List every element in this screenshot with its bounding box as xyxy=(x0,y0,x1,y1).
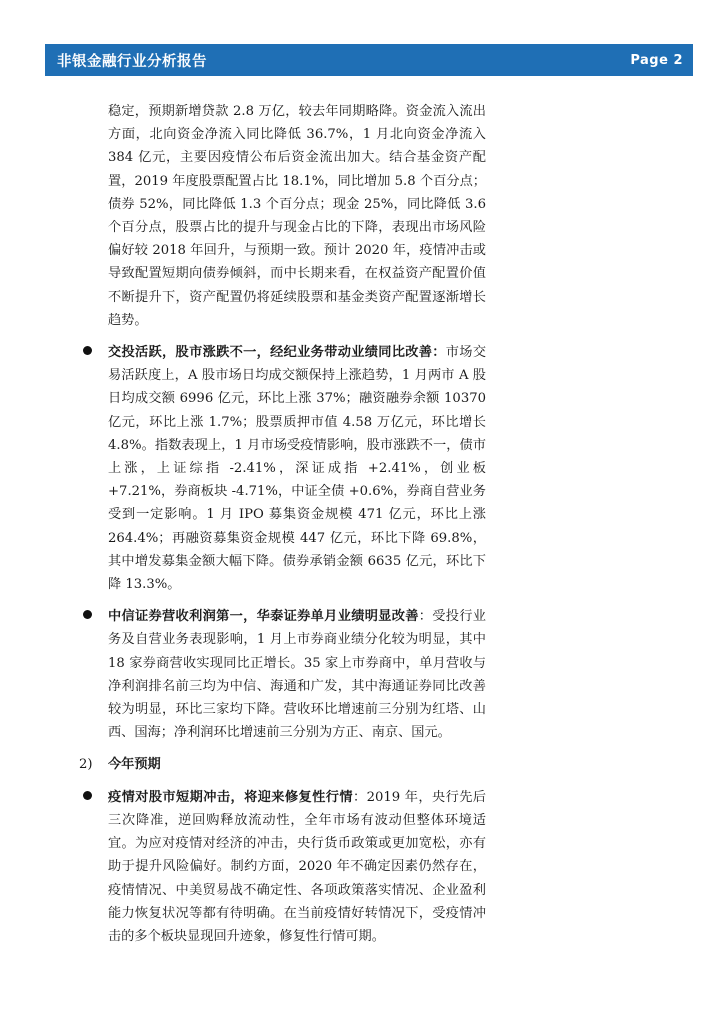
bullet-title: 交投活跃，股市涨跌不一，经纪业务带动业绩同比改善： xyxy=(108,345,446,361)
section-number: 2) xyxy=(79,757,93,773)
bullet-body: 市场交易活跃度上，A 股市场日均成交额保持上涨趋势，1 月两市 A 股日均成交额 6996 亿元，环比上涨 37%；融资融券余额 10370 亿元，环比上涨 1.7%；股票质押市值 4.58 万亿元，环比增长 4.8%。指数表现上，1 月市场受疫情影响，股市涨跌不一，债市上涨，上证综指 -2.41%，深证成指 +2.41%，创业板 +7.21%，券商板块 -4.71%，中证全债 +0.6%，券商自营业务受到一定影响。1 月 IPO 募集资金规模 471 亿元，环比上涨 264.4%；再融资募集资金规模 447 亿元，环比下降 69.8%，其中增发募集金额大幅下降。债券承销金额 6635 亿元，环比下降 13.3%。 xyxy=(108,345,487,593)
section-title: 今年预期 xyxy=(108,757,161,773)
bullet-dot-icon xyxy=(83,346,92,355)
bullet-body: ：2019 年，央行先后三次降准，逆回购释放流动性，全年市场有波动但整体环境适宜。为应对疫情对经济的冲击，央行货币政策或更加宽松，亦有助于提升风险偏好。制约方面，2020 年不确定因素仍然存在，疫情情况、中美贸易战不确定性、各项政策落实情况、企业盈利能力恢复状况等都有待明确。在当前疫情好转情况下，受疫情冲击的多个板块显现回升迹象，修复性行情可期。 xyxy=(108,789,486,944)
bullet-text xyxy=(108,786,486,948)
report-header-bar xyxy=(45,44,693,76)
bullet-title: 疫情对股市短期冲击，将迎来修复性行情 xyxy=(108,789,353,805)
report-body xyxy=(79,100,487,948)
bullet-dot-icon xyxy=(83,791,92,800)
bullet-item-broker-ranking xyxy=(108,605,486,744)
bullet-text xyxy=(108,341,486,596)
bullet-dot-icon xyxy=(83,610,92,619)
section-heading xyxy=(79,753,486,776)
intro-paragraph: 稳定，预期新增贷款 2.8 万亿，较去年同期略降。资金流入流出方面，北向资金净流入同比降低 36.7%，1 月北向资金净流入 384 亿元，主要因疫情公布后资金流出加大。结合基金资产配置，2019 年度股票配置占比 18.1%，同比增加 5.8 个百分点；债券 52%，同比降低 1.3 个百分点；现金 25%，同比降低 3.6 个百分点，股票占比的提升与现金占比的下降，表现出市场风险偏好较 2018 年回升，与预期一致。预计 2020 年，疫情冲击或导致配置短期向债券倾斜，而中长期来看，在权益资产配置价值不断提升下，资产配置仍将延续股票和基金类资产配置逐渐增长趋势。 xyxy=(108,104,486,328)
page-number: Page 2 xyxy=(630,52,683,68)
bullet-item-trading-activity xyxy=(108,341,486,596)
report-title: 非银金融行业分析报告 xyxy=(57,53,207,70)
bullet-body: ：受投行业务及自营业务表现影响，1 月上市券商业绩分化较为明显，其中 18 家券商营收实现同比正增长。35 家上市券商中，单月营收与净利润排名前三均为中信、海通和广发，其中海通证券同比改善较为明显，环比三家均下降。营收环比增速前三分别为红塔、山西、国海；净利润环比增速前三分别为方正、南京、国元。 xyxy=(108,609,486,741)
bullet-item-market-recovery xyxy=(108,786,486,948)
bullet-text xyxy=(108,605,486,744)
bullet-title: 中信证券营收利润第一，华泰证券单月业绩明显改善 xyxy=(108,609,419,625)
